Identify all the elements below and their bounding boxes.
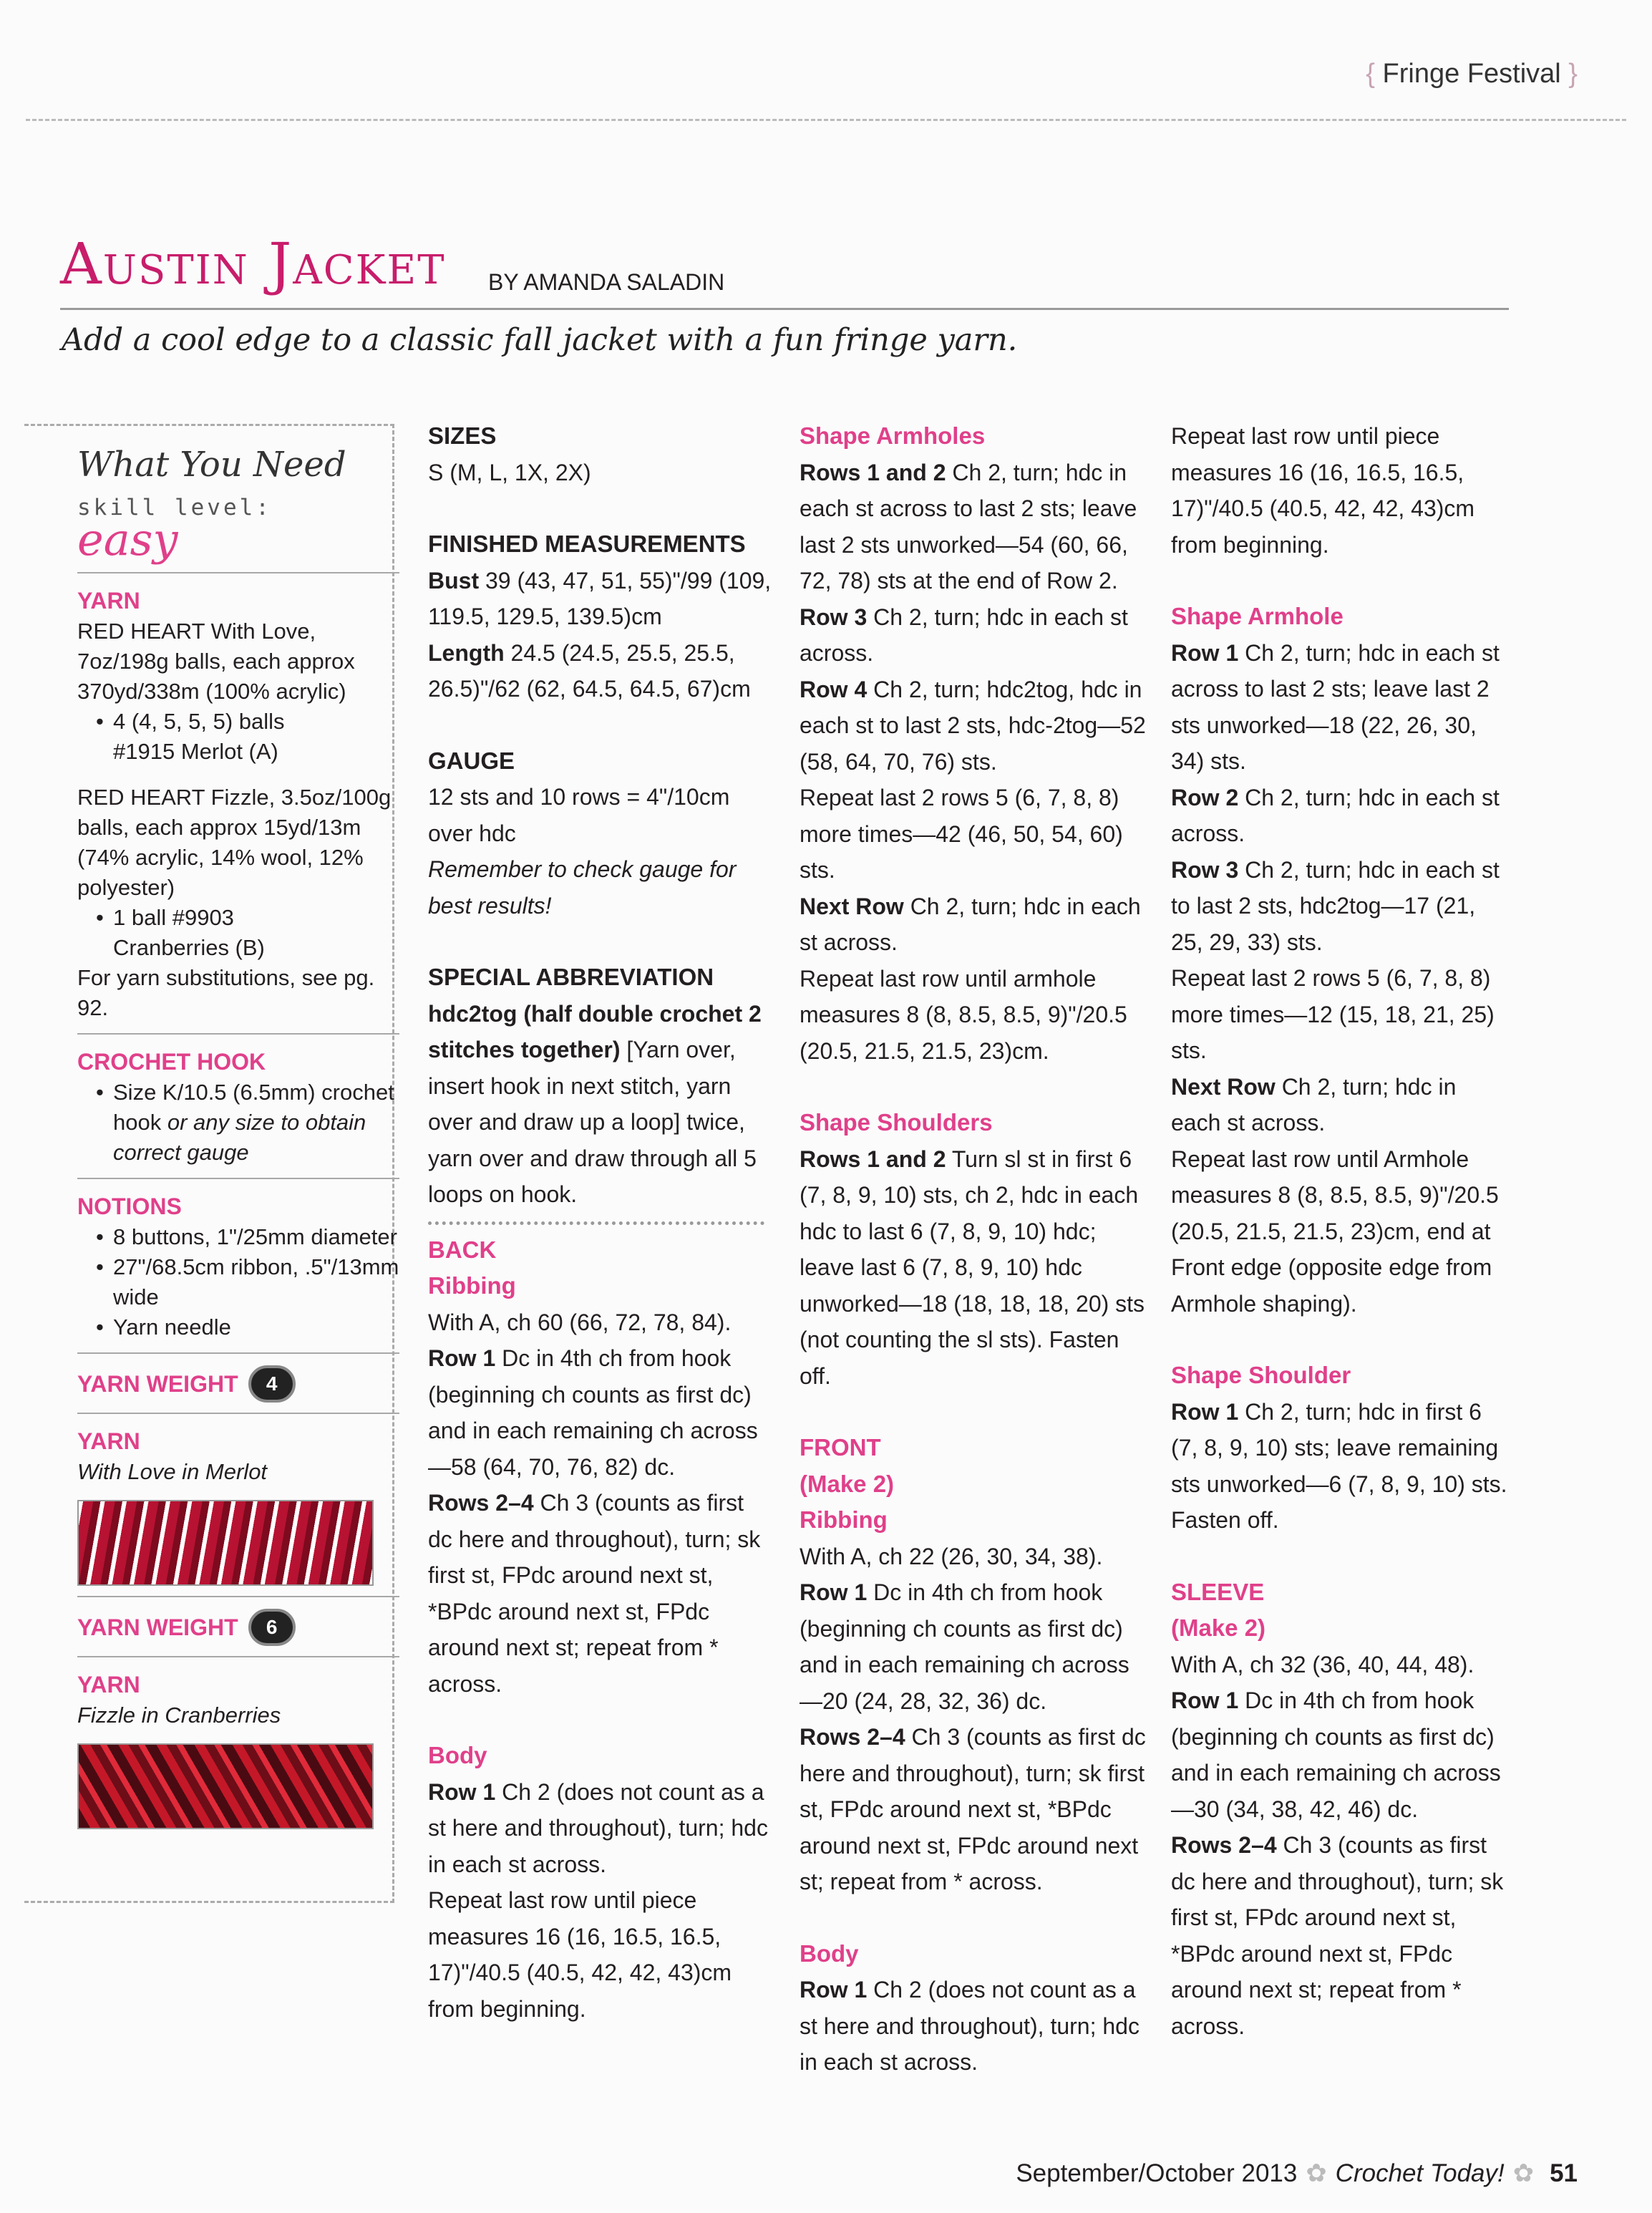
yarn-a-list	[77, 707, 399, 737]
repeat-armhole-text: Repeat last row until armhole measures 8 (8, 8.5, 8.5, 9)"/20.5 (20.5, 21.5, 21.5, 23)cm.	[800, 965, 1127, 1064]
skill-level-label: skill level:	[77, 495, 272, 520]
byline: BY AMANDA SALADIN	[488, 269, 725, 295]
dotted-divider	[428, 1221, 764, 1225]
list-item: • 8 buttons, 1"/25mm diameter	[96, 1222, 399, 1252]
hook-heading: CROCHET HOOK	[77, 1049, 266, 1075]
armholes-heading: Shape Armholes	[800, 422, 986, 449]
yarn-heading: YARN	[77, 588, 140, 614]
sizes-heading: SIZES	[428, 422, 497, 449]
list-item: • 27"/68.5cm ribbon, .5"/13mm wide	[96, 1252, 399, 1312]
body-row-1-text: Row 1 Ch 2 (does not count as a st here and throughout), turn; hdc in each st across.	[800, 1977, 1140, 2075]
row-4-text: Row 4 Ch 2, turn; hdc2tog, hdc in each st to last 2 sts, hdc-2tog—52 (58, 64, 70, 76) sts.	[800, 676, 1146, 775]
section-tag: { Fringe Festival }	[1366, 59, 1578, 89]
substitution-note: For yarn substitutions, see pg. 92.	[77, 965, 375, 1020]
article-deck: Add a cool edge to a classic fall jacket with a fun fringe yarn.	[62, 322, 1018, 358]
flower-icon: ✿	[1512, 2159, 1535, 2187]
armhole-heading: Shape Armhole	[1171, 603, 1344, 629]
sidebar-divider	[77, 1656, 399, 1657]
swatch-b-name: Fizzle in Cranberries	[77, 1703, 281, 1728]
list-item	[96, 1078, 399, 1168]
body-heading: Body	[800, 1940, 859, 1967]
swatch-b-heading: YARN	[77, 1672, 140, 1698]
sidebar-divider	[77, 1352, 399, 1354]
list-item: • 4 (4, 5, 5, 5) balls	[96, 707, 399, 737]
column-1	[428, 418, 772, 2027]
front-heading: FRONT	[800, 1434, 881, 1461]
column-3	[1171, 418, 1507, 2044]
sidebar-divider	[77, 572, 399, 573]
yarn-a-description: RED HEART With Love, 7oz/198g balls, each approx 370yd/338m (100% acrylic)	[77, 619, 355, 704]
sidebar-divider	[77, 1178, 399, 1179]
rows-2-4-text: Rows 2–4 Ch 3 (counts as first dc here and throughout), turn; sk first st, FPdc around next st, *BPdc around next st, FPdc around next st; repeat from * across.	[800, 1724, 1146, 1894]
page-number: 51	[1550, 2159, 1578, 2187]
gauge-text: 12 sts and 10 rows = 4"/10cm over hdc	[428, 784, 730, 846]
shoulder-rows-text: Rows 1 and 2 Turn sl st in first 6 (7, 8, 9, 10) sts, ch 2, hdc in each hdc to last 6 (7, 8, 9, 10) hdc; leave last 6 (7, 8, 9, 10) hdc unworked—18 (18, 18, 18, 20) sts (not counting the sl sts). Fasten off.	[800, 1146, 1145, 1389]
measurements-heading: FINISHED MEASUREMENTS	[428, 531, 746, 557]
section-name: Fringe Festival	[1382, 59, 1561, 89]
front-make-note: (Make 2)	[800, 1470, 895, 1497]
notions-heading: NOTIONS	[77, 1193, 182, 1219]
back-heading: BACK	[428, 1236, 497, 1263]
repeat-text: Repeat last 2 rows 5 (6, 7, 8, 8) more times—42 (46, 50, 54, 60) sts.	[800, 785, 1123, 883]
sleeve-heading: SLEEVE	[1171, 1578, 1265, 1605]
gauge-heading: GAUGE	[428, 747, 515, 774]
sleeve-make-note: (Make 2)	[1171, 1614, 1266, 1641]
sidebar-title: What You Need	[77, 445, 346, 485]
abbreviation-heading: SPECIAL ABBREVIATION	[428, 964, 714, 990]
row-3-text: Row 3 Ch 2, turn; hdc in each st to last 2 sts, hdc2tog—17 (21, 25, 29, 33) sts.	[1171, 856, 1500, 955]
yarn-a-color: #1915 Merlot (A)	[113, 739, 278, 764]
row-1-text: Row 1 Dc in 4th ch from hook (beginning ch counts as first dc) and in each remaining ch across—20 (24, 28, 32, 36) dc.	[800, 1579, 1129, 1714]
yarn-b-list	[77, 903, 399, 933]
yarn-weight-b	[77, 1609, 399, 1646]
sizes-text: S (M, L, 1X, 2X)	[428, 459, 591, 485]
sidebar-divider	[77, 1413, 399, 1414]
what-you-need-sidebar	[24, 424, 399, 1903]
hook-size: Size K/10.5 (6.5mm) crochet hook	[113, 1080, 394, 1135]
hook-note: or any size to obtain correct gauge	[113, 1110, 366, 1165]
ribbing-heading: Ribbing	[428, 1272, 516, 1299]
list-item: • Yarn needle	[96, 1312, 399, 1342]
body-row-1-text: Row 1 Ch 2 (does not count as a st here and throughout), turn; hdc in each st across.	[428, 1778, 768, 1877]
ribbing-heading: Ribbing	[800, 1506, 888, 1533]
repeat-text: Repeat last 2 rows 5 (6, 7, 8, 8) more times—12 (15, 18, 21, 25) sts.	[1171, 965, 1495, 1063]
yarn-b-description: RED HEART Fizzle, 3.5oz/100g balls, each approx 15yd/13m (74% acrylic, 14% wool, 12% polyester)	[77, 785, 392, 900]
article-title: Austin Jacket	[60, 231, 446, 297]
rows-1-2-text: Rows 1 and 2 Ch 2, turn; hdc in each st across to last 2 sts; leave last 2 sts unworked—54 (60, 66, 72, 78) sts at the end of Row 2.	[800, 459, 1137, 594]
abbreviation-text: hdc2tog (half double crochet 2 stitches together) [Yarn over, insert hook in next stitch, yarn over and draw up a loop] twice, yarn over and draw through all 5 loops on hook.	[428, 1000, 762, 1207]
repeat-piece-text: Repeat last row until piece measures 16 (16, 16.5, 16.5, 17)"/40.5 (40.5, 42, 42, 43)cm from beginning.	[1171, 423, 1475, 558]
row-3-text: Row 3 Ch 2, turn; hdc in each st across.	[800, 604, 1128, 666]
yarn-weight-label: YARN WEIGHT	[77, 1614, 238, 1640]
sleeve-chain-text: With A, ch 32 (36, 40, 44, 48).	[1171, 1651, 1474, 1677]
next-row-text: Next Row Ch 2, turn; hdc in each st across.	[1171, 1073, 1457, 1135]
issue-date: September/October 2013	[1016, 2159, 1298, 2187]
shoulder-heading: Shape Shoulder	[1171, 1362, 1351, 1388]
row-1-text: Row 1 Dc in 4th ch from hook (beginning ch counts as first dc) and in each remaining ch across—58 (64, 70, 76, 82) dc.	[428, 1345, 758, 1480]
yarn-swatch-cranberries	[77, 1743, 374, 1829]
row-1-text: Row 1 Ch 2, turn; hdc in each st across to last 2 sts; leave last 2 sts unworked—18 (22, 26, 30, 34) sts.	[1171, 639, 1500, 774]
magazine-name: Crochet Today!	[1335, 2159, 1505, 2187]
body-repeat-text: Repeat last row until piece measures 16 (16, 16.5, 16.5, 17)"/40.5 (40.5, 42, 42, 43)cm from beginning.	[428, 1887, 732, 2022]
shoulder-row-1-text: Row 1 Ch 2, turn; hdc in first 6 (7, 8, 9, 10) sts; leave remaining sts unworked—6 (7, 8, 9, 10) sts. Fasten off.	[1171, 1398, 1507, 1533]
list-item: • 1 ball #9903	[96, 903, 399, 933]
yarn-weight-label: YARN WEIGHT	[77, 1371, 238, 1397]
sidebar-divider	[77, 1033, 399, 1035]
skill-level-value: easy	[77, 513, 178, 566]
ribbing-text: With A, ch 60 (66, 72, 78, 84).	[428, 1309, 732, 1335]
rows-2-4-text: Rows 2–4 Ch 3 (counts as first dc here and throughout), turn; sk first st, FPdc around next st, *BPdc around next st, FPdc around next st; repeat from * across.	[428, 1490, 761, 1697]
swatch-a-name: With Love in Merlot	[77, 1459, 268, 1484]
notions-list	[77, 1222, 399, 1342]
row-2-text: Row 2 Ch 2, turn; hdc in each st across.	[1171, 784, 1500, 846]
bust-text: Bust 39 (43, 47, 51, 55)"/99 (109, 119.5, 129.5, 139.5)cm	[428, 567, 772, 629]
flower-icon: ✿	[1306, 2159, 1327, 2187]
yarn-b-color: Cranberries (B)	[113, 935, 265, 960]
body-heading: Body	[428, 1742, 487, 1768]
sleeve-row-1-text: Row 1 Dc in 4th ch from hook (beginning ch counts as first dc) and in each remaining ch across—30 (34, 38, 42, 46) dc.	[1171, 1687, 1501, 1822]
yarn-swatch-merlot	[77, 1500, 374, 1586]
top-divider	[26, 119, 1626, 121]
page-footer	[1016, 2159, 1578, 2188]
ribbing-text: With A, ch 22 (26, 30, 34, 38).	[800, 1543, 1103, 1569]
column-2	[800, 418, 1150, 2081]
swatch-a-heading: YARN	[77, 1428, 140, 1454]
length-text: Length 24.5 (24.5, 25.5, 25.5, 26.5)"/62 (62, 64.5, 64.5, 67)cm	[428, 639, 751, 702]
yarn-weight-4-icon: 4	[248, 1365, 296, 1403]
repeat-armhole-text: Repeat last row until Armhole measures 8 (8, 8.5, 8.5, 9)"/20.5 (20.5, 21.5, 21.5, 23)cm, end at Front edge (opposite edge from Armhole shaping).	[1171, 1146, 1499, 1317]
yarn-weight-a	[77, 1365, 399, 1403]
next-row-text: Next Row Ch 2, turn; hdc in each st across.	[800, 893, 1141, 955]
hook-list	[77, 1078, 399, 1168]
title-divider	[60, 308, 1509, 310]
sleeve-rows-2-4-text: Rows 2–4 Ch 3 (counts as first dc here and throughout), turn; sk first st, FPdc around next st, *BPdc around next st, FPdc around next st; repeat from * across.	[1171, 1832, 1504, 2039]
yarn-weight-6-icon: 6	[248, 1609, 296, 1646]
gauge-note: Remember to check gauge for best results!	[428, 856, 737, 919]
sidebar-divider	[77, 1596, 399, 1597]
shoulders-heading: Shape Shoulders	[800, 1109, 993, 1135]
